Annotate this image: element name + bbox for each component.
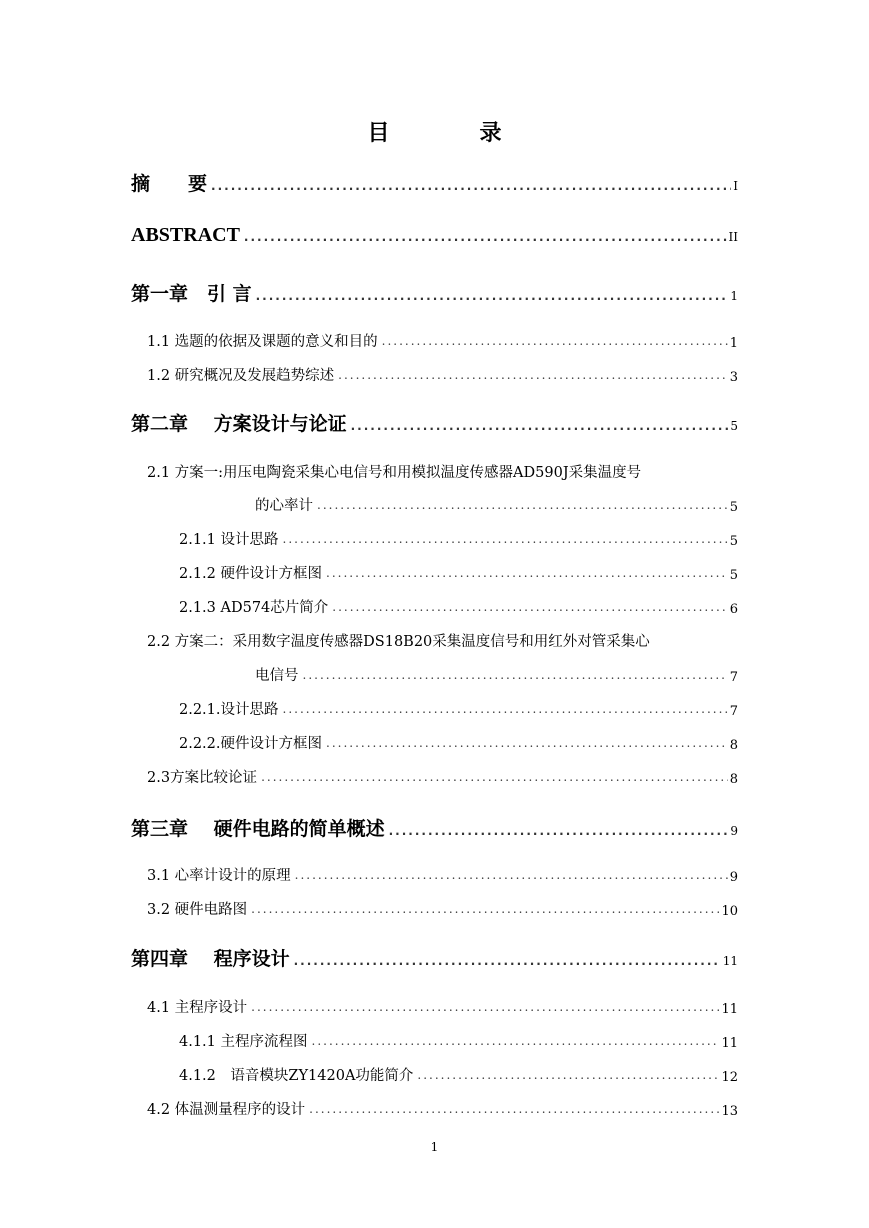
toc-entry-page: 7 [729,704,738,719]
dot-leader [251,902,719,916]
toc-entry-2-3[interactable] [147,766,738,787]
toc-entry-page: 11 [722,954,738,968]
dot-leader [294,954,721,968]
toc-entry-label: 电信号 [255,668,299,684]
toc-entry-label: 3.2 硬件电路图 [147,902,248,918]
toc-entry-2-2-line1[interactable]: 2.2 方案二：采用数字温度传感器DS18B20采集温度信号和用红外对管采集心 [147,634,650,650]
dot-leader [351,419,729,433]
toc-entry-4-1-1[interactable] [179,1030,738,1051]
toc-entry-page: 5 [729,534,738,549]
toc-entry-chapter-4[interactable] [131,944,738,971]
toc-entry-chapter-1[interactable] [131,279,738,306]
dot-leader [326,566,728,580]
toc-entry-label: 2.1.2 硬件设计方框图 [179,566,323,582]
toc-entry-label: 2.3方案比较论证 [147,770,258,786]
toc-entry-label: 第二章 方案设计与论证 [131,413,347,435]
toc-entry-page: 5 [730,419,738,433]
toc-entry-label: 2.1.1 设计思路 [179,532,279,548]
toc-entry-page: 5 [729,500,738,515]
dot-leader [211,179,731,193]
toc-entry-page: 11 [721,1002,738,1017]
toc-entry-label: 第四章 程序设计 [131,948,290,970]
dot-leader [303,668,728,682]
dot-leader [244,230,727,244]
toc-entry-page: 5 [729,568,738,583]
toc-entry-2-1-line1[interactable]: 2.1 方案一:用压电陶瓷采集心电信号和用模拟温度传感器AD590J采集温度号 [147,465,642,481]
toc-entry-1-2[interactable] [147,364,738,385]
toc-entry-label: 第一章 引 言 [131,283,252,305]
toc-entry-2-1[interactable] [255,494,738,515]
toc-entry-label: 摘 要 [131,173,208,195]
toc-entry-label: ABSTRACT [131,224,240,246]
toc-entry-3-2[interactable] [147,898,738,919]
toc-entry-2-1-2[interactable] [179,562,738,583]
dot-leader [256,289,729,303]
toc-entry-label: 4.2 体温测量程序的设计 [147,1102,306,1118]
dot-leader [317,498,728,512]
toc-entry-page: II [728,230,738,244]
toc-entry-2-1-3[interactable] [179,596,738,617]
toc-entry-chapter-2[interactable] [131,409,738,436]
toc-entry-page: 3 [729,370,738,385]
toc-entry-abstract-cn[interactable] [131,169,738,196]
dot-leader [382,334,728,348]
dot-leader [295,868,728,882]
toc-entry-label: 3.1 心率计设计的原理 [147,868,291,884]
dot-leader [283,532,728,546]
dot-leader [332,600,727,614]
dot-leader [283,702,728,716]
page-title: 目 录 [367,120,536,146]
toc-entry-abstract-en[interactable] [131,224,738,247]
toc-entry-page: 9 [730,824,738,838]
toc-entry-chapter-3[interactable] [131,814,738,841]
toc-entry-label: 4.1.2 语音模块ZY1420A功能简介 [179,1068,414,1084]
toc-entry-page: 6 [729,602,738,617]
toc-entry-label: 1.2 研究概况及发展趋势综述 [147,368,335,384]
toc-entry-2-1-1[interactable] [179,528,738,549]
toc-entry-label: 2.1.3 AD574芯片简介 [179,600,329,616]
toc-entry-2-2[interactable] [255,664,738,685]
toc-entry-page: 8 [729,738,738,753]
dot-leader [309,1102,719,1116]
toc-entry-4-1-2[interactable] [179,1064,738,1085]
toc-entry-page: I [733,179,738,193]
toc-entry-label: 4.1.1 主程序流程图 [179,1034,308,1050]
toc-entry-page: 1 [730,289,738,303]
toc-entry-page: 9 [729,870,738,885]
toc-entry-page: 8 [729,772,738,787]
dot-leader [326,736,728,750]
toc-entry-1-1[interactable] [147,330,738,351]
toc-entry-page: 7 [729,670,738,685]
toc-entry-label: 2.2.1.设计思路 [179,702,279,718]
toc-entry-label: 的心率计 [255,498,313,514]
dot-leader [417,1068,719,1082]
toc-entry-2-2-1[interactable] [179,698,738,719]
toc-entry-page: 12 [721,1070,738,1085]
dot-leader [312,1034,720,1048]
dot-leader [251,1000,719,1014]
toc-entry-label: 第三章 硬件电路的简单概述 [131,818,385,840]
dot-leader [261,770,728,784]
toc-entry-label: 4.1 主程序设计 [147,1000,248,1016]
toc-entry-4-2[interactable] [147,1098,738,1119]
toc-entry-page: 11 [721,1036,738,1051]
page-number: 1 [430,1140,439,1154]
toc-entry-label: 1.1 选题的依据及课题的意义和目的 [147,334,378,350]
toc-entry-label: 2.2.2.硬件设计方框图 [179,736,323,752]
toc-entry-page: 1 [729,336,738,351]
dot-leader [389,824,729,838]
toc-entry-page: 10 [721,904,738,919]
toc-entry-4-1[interactable] [147,996,738,1017]
toc-entry-page: 13 [721,1104,738,1119]
toc-entry-3-1[interactable] [147,864,738,885]
dot-leader [338,368,728,382]
toc-entry-2-2-2[interactable] [179,732,738,753]
